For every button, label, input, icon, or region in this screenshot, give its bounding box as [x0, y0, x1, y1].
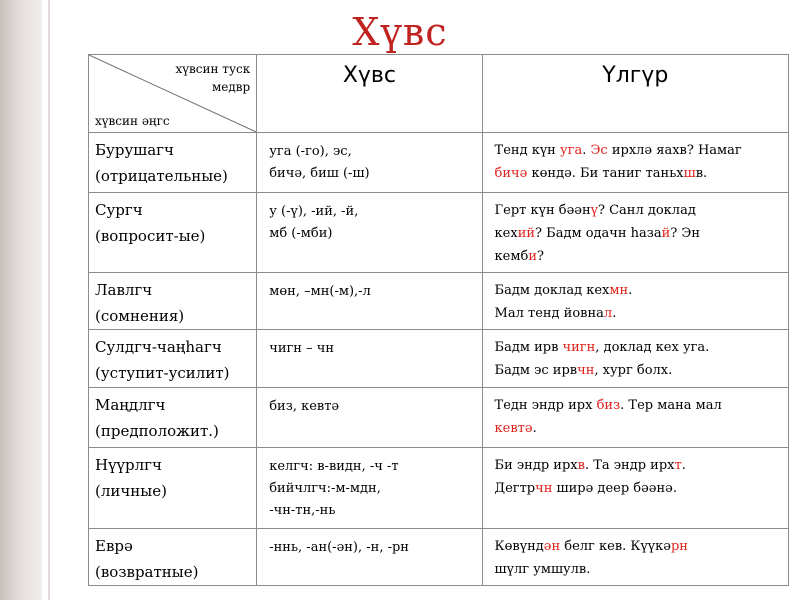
example-line: [495, 477, 788, 500]
example-text-segment: Би эндр ирх: [494, 458, 578, 473]
particle-type-line: (личные): [95, 482, 167, 500]
particle-type-line: Еврә: [95, 537, 133, 555]
example-text-segment: кемб: [494, 249, 529, 264]
example-particle-highlight: ән: [543, 539, 561, 554]
particle-form-line: чигн – чн: [269, 341, 334, 356]
example-text-segment: , хург болх.: [594, 363, 673, 378]
example-text-segment: в.: [695, 166, 708, 181]
particle-type-line: Лавлгч: [95, 281, 153, 299]
decorative-left-band: [0, 0, 42, 600]
example-text-segment: кех: [494, 226, 518, 241]
example-particle-highlight: рн: [670, 539, 688, 554]
example-line: [495, 417, 788, 440]
example-text-segment: Тедн эндр ирх: [494, 398, 597, 413]
example-line: [495, 302, 788, 325]
table-row: [89, 330, 789, 388]
slide-title: Хүвс: [352, 10, 448, 54]
particle-form-line: у (-ү), -ий, -й,: [269, 204, 359, 219]
example-particle-highlight: в: [577, 458, 585, 473]
example-text: [483, 330, 788, 382]
particle-type-cell: [89, 273, 257, 330]
particle-type-line: (возвратные): [95, 563, 199, 581]
table-header-row: [89, 55, 789, 133]
particle-forms: [257, 388, 481, 418]
header-diagonal-top-line: хүвсин туск: [175, 62, 251, 76]
example-text-segment: ширә деер бәәнә.: [552, 481, 677, 496]
example-line: [495, 535, 788, 558]
example-text-segment: . Та эндр ирх: [584, 458, 675, 473]
example-line: [495, 279, 788, 302]
header-col-particles-label: Хүвс: [342, 63, 396, 88]
particle-forms: [257, 273, 481, 303]
example-text-segment: Бадм доклад кех: [494, 283, 610, 298]
particle-type-line: (отрицательные): [95, 167, 228, 185]
example-text-segment: , доклад кех уга.: [595, 340, 710, 355]
example-text-segment: .: [612, 306, 617, 321]
example-particle-highlight: чн: [535, 481, 553, 496]
particle-forms-cell: [257, 193, 482, 273]
header-diagonal-top: [175, 60, 250, 96]
example-text: [483, 529, 788, 581]
example-text-segment: ? Эн: [670, 226, 701, 241]
example-particle-highlight: биз: [596, 398, 621, 413]
particle-forms: [257, 193, 481, 245]
example-cell: [482, 193, 788, 273]
decorative-left-line: [48, 0, 50, 600]
example-line: [495, 359, 788, 382]
example-text-segment: көндә. Би таниг таньх: [527, 166, 684, 181]
particle-type-name: [89, 448, 256, 504]
particle-type-line: Бурушагч: [95, 141, 174, 159]
example-text-segment: ?: [536, 249, 544, 264]
example-particle-highlight: кевтә: [494, 421, 533, 436]
particle-type-name: [89, 388, 256, 444]
particle-form-line: -чн-тн,-нь: [269, 503, 336, 518]
example-text-segment: белг кев. Күүкә: [560, 539, 671, 554]
example-text-segment: Герт күн бәән: [494, 203, 591, 218]
example-cell: [482, 529, 788, 586]
example-particle-highlight: чигн: [562, 340, 596, 355]
particle-forms-cell: [257, 133, 482, 193]
particle-type-name: [89, 330, 256, 386]
example-line: [495, 162, 788, 185]
example-particle-highlight: Эс: [590, 143, 608, 158]
particle-form-line: келгч: в-видн, -ч -т: [269, 459, 399, 474]
particle-forms: [257, 133, 481, 185]
example-line: [495, 394, 788, 417]
table-row: [89, 388, 789, 448]
example-line: [495, 245, 788, 268]
particles-table: [88, 54, 789, 586]
example-text-segment: Бадм ирв: [494, 340, 563, 355]
particle-forms: [257, 448, 481, 522]
particle-forms-cell: [257, 330, 482, 388]
example-text-segment: Көвүнд: [494, 539, 544, 554]
example-text-segment: Тенд күн: [494, 143, 560, 158]
example-text-segment: Бадм эс ирв: [494, 363, 578, 378]
example-cell: [482, 133, 788, 193]
example-text: [483, 133, 788, 185]
header-col-examples-label: Үлгүр: [602, 63, 669, 88]
example-text-segment: .: [628, 283, 633, 298]
example-line: [495, 139, 788, 162]
particle-type-cell: [89, 193, 257, 273]
header-col-particles: [257, 55, 482, 133]
example-particle-highlight: ий: [517, 226, 536, 241]
example-text-segment: ? Бадм одачн һаза: [535, 226, 662, 241]
particle-type-name: [89, 529, 256, 585]
particle-type-name: [89, 193, 256, 249]
example-particle-highlight: л: [603, 306, 613, 321]
particle-form-line: мб (-мби): [269, 226, 333, 241]
particle-type-cell: [89, 388, 257, 448]
particle-type-name: [89, 133, 256, 189]
particle-form-line: мөн, –мн(-м),-л: [269, 284, 371, 299]
particle-forms: [257, 330, 481, 360]
example-line: [495, 199, 788, 222]
particle-type-line: (вопросит-ые): [95, 227, 206, 245]
example-cell: [482, 388, 788, 448]
particle-type-cell: [89, 330, 257, 388]
header-col-examples: [482, 55, 788, 133]
example-text-segment: .: [582, 143, 591, 158]
particle-forms-cell: [257, 529, 482, 586]
example-cell: [482, 330, 788, 388]
particle-type-line: (уступит-усилит): [95, 364, 230, 382]
example-text-segment: .: [532, 421, 537, 436]
example-text: [483, 193, 788, 268]
header-diagonal-bottom: хүвсин әңгс: [95, 114, 170, 128]
example-text: [483, 448, 788, 500]
table-row: [89, 273, 789, 330]
particle-type-line: Сулдгч-чаңһагч: [95, 338, 222, 356]
example-text-segment: .: [681, 458, 686, 473]
particle-type-line: Маңдлгч: [95, 396, 166, 414]
example-text-segment: ирхлә яахв? Намаг: [607, 143, 742, 158]
example-particle-highlight: чн: [577, 363, 595, 378]
example-line: [495, 336, 788, 359]
example-text-segment: Мал тенд йовна: [494, 306, 604, 321]
example-particle-highlight: уга: [559, 143, 583, 158]
particle-form-line: бичә, биш (-ш): [269, 166, 370, 181]
table-row: [89, 448, 789, 529]
particle-forms-cell: [257, 273, 482, 330]
example-particle-highlight: мн: [609, 283, 629, 298]
header-diagonal-top-line: медвр: [211, 80, 251, 94]
example-line: [495, 222, 788, 245]
particle-type-line: (предположит.): [95, 422, 219, 440]
example-particle-highlight: бичә: [494, 166, 528, 181]
particle-type-cell: [89, 529, 257, 586]
example-line: [495, 454, 788, 477]
particle-forms-cell: [257, 388, 482, 448]
example-text: [483, 273, 788, 325]
header-diagonal-cell: [89, 55, 257, 133]
example-line: [495, 558, 788, 581]
particle-form-line: бийчлгч:-м-мдн,: [269, 481, 381, 496]
example-text: [483, 388, 788, 440]
example-particle-highlight: ш: [683, 166, 696, 181]
example-particle-highlight: й: [661, 226, 671, 241]
particle-forms-cell: [257, 448, 482, 529]
example-cell: [482, 448, 788, 529]
table-row: [89, 193, 789, 273]
particle-type-line: (сомнения): [95, 307, 185, 325]
example-text-segment: Дегтр: [494, 481, 536, 496]
example-particle-highlight: и: [528, 249, 537, 264]
particle-form-line: уга (-го), эс,: [269, 144, 352, 159]
particle-type-line: Сургч: [95, 201, 143, 219]
table-row: [89, 133, 789, 193]
example-text-segment: ? Санл доклад: [598, 203, 696, 218]
particle-form-line: -ннь, -ан(-ән), -н, -рн: [269, 540, 409, 555]
example-particle-highlight: т: [674, 458, 682, 473]
particle-type-cell: [89, 133, 257, 193]
example-cell: [482, 273, 788, 330]
example-particle-highlight: ү: [590, 203, 598, 218]
table-row: [89, 529, 789, 586]
example-text-segment: . Тер мана мал: [620, 398, 722, 413]
particle-forms: [257, 529, 481, 559]
particle-form-line: биз, кевтә: [269, 399, 340, 414]
example-text-segment: шүлг умшулв.: [494, 562, 591, 577]
particle-type-cell: [89, 448, 257, 529]
particle-type-name: [89, 273, 256, 329]
particle-type-line: Нүүрлгч: [95, 456, 162, 474]
